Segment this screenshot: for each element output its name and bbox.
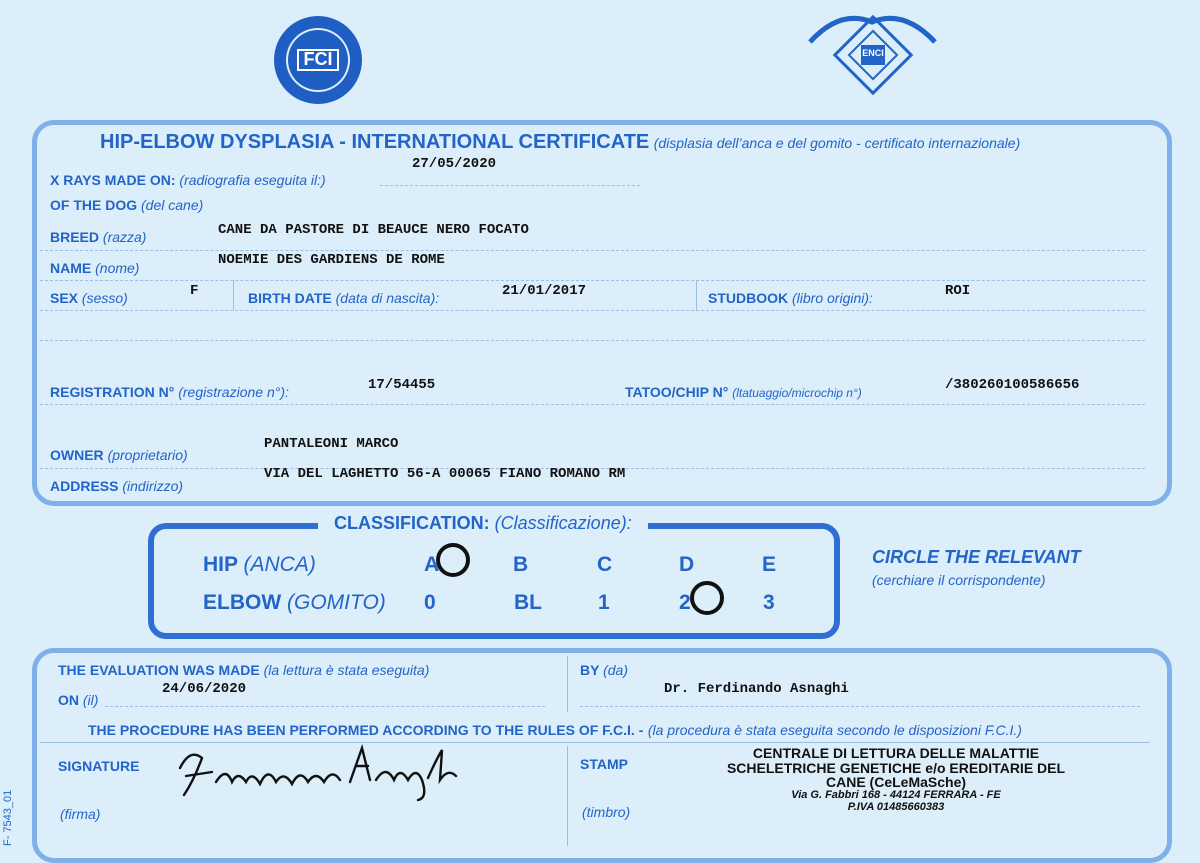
birth-date-value: 21/01/2017 <box>502 283 587 299</box>
hip-selected-circle <box>436 543 470 577</box>
of-the-dog-label <box>50 197 203 213</box>
elbow-selected-circle <box>690 581 724 615</box>
studbook-label <box>708 290 873 306</box>
fci-logo <box>272 14 364 106</box>
evaluation-made-label <box>58 662 429 678</box>
procedure-italian: (la procedura è stata eseguita secondo le disposizioni F.C.I.) <box>647 722 1022 738</box>
title-text: HIP-ELBOW DYSPLASIA - INTERNATIONAL CERTIFICATE <box>100 131 650 153</box>
circle-instruction <box>872 547 1081 588</box>
hip-grade-c[interactable]: C <box>597 553 613 576</box>
evaluation-date-line <box>105 706 545 707</box>
procedure-statement <box>88 722 1022 740</box>
studbook-value: ROI <box>945 283 971 299</box>
owner-value: PANTALEONI MARCO <box>264 436 399 452</box>
by-label-italian: (da) <box>603 662 628 678</box>
owner-label-italian: (proprietario) <box>107 447 188 463</box>
hip-grade-e[interactable]: E <box>762 553 777 576</box>
sex-divider <box>233 280 234 310</box>
chip-value: /380260100586656 <box>945 377 1080 393</box>
chip-label-text: TATOO/CHIP N° <box>625 384 729 400</box>
signature-italian: (firma) <box>60 806 101 822</box>
breed-line <box>40 250 1145 251</box>
blank-row-line <box>40 340 1145 341</box>
stamp-label: STAMP <box>580 756 628 772</box>
elbow-grade-1[interactable]: 1 <box>598 591 610 614</box>
certificate-title <box>100 131 1020 154</box>
name-label <box>50 260 139 276</box>
chip-label-italian: (ltatuaggio/microchip n°) <box>732 386 862 400</box>
registration-label <box>50 384 289 400</box>
hip-label-italian: (ANCA) <box>243 553 316 576</box>
xray-dotted-line <box>380 185 640 186</box>
made-label-italian: (la lettura è stata eseguita) <box>263 662 430 678</box>
dog-label-text: OF THE DOG <box>50 197 138 213</box>
breed-value: CANE DA PASTORE DI BEAUCE NERO FOCATO <box>218 222 529 238</box>
enci-logo-text: ENCI <box>862 48 884 58</box>
stamp-line-2: SCHELETRICHE GENETICHE e/o EREDITARIE DEL <box>726 759 1066 776</box>
name-line <box>40 280 1145 281</box>
reg-label-text: REGISTRATION N° <box>50 384 175 400</box>
made-label-text: THE EVALUATION WAS MADE <box>58 662 260 678</box>
registration-value: 17/54455 <box>368 377 436 393</box>
chip-label <box>625 384 862 400</box>
elbow-grade-0[interactable]: 0 <box>424 591 436 614</box>
owner-label <box>50 447 188 463</box>
xray-label-italian: (radiografia eseguita il:) <box>179 172 326 188</box>
by-label-text: BY <box>580 662 600 678</box>
hip-grade-d[interactable]: D <box>679 553 695 576</box>
elbow-row-label <box>203 591 386 615</box>
hip-label-text: HIP <box>203 553 238 576</box>
breed-label <box>50 229 146 245</box>
evaluation-on-label <box>58 692 98 708</box>
elbow-label-text: ELBOW <box>203 591 282 614</box>
studbook-label-italian: (libro origini): <box>792 290 873 306</box>
stamp-line-4: Via G. Fabbri 168 - 44124 FERRARA - FE <box>791 789 1001 802</box>
fci-logo-text: FCI <box>303 49 333 69</box>
classification-title <box>318 513 648 534</box>
birth-divider <box>696 280 697 310</box>
dog-label-italian: (del cane) <box>141 197 204 213</box>
on-label-text: ON <box>58 692 79 708</box>
evaluation-divider <box>567 656 568 712</box>
circle-instruction-italian: (cerchiare il corrispondente) <box>872 572 1046 588</box>
handwritten-signature <box>172 740 472 810</box>
breed-label-italian: (razza) <box>102 229 147 245</box>
hip-grade-a[interactable]: A <box>424 553 440 576</box>
title-italian: (displasia dell’anca e del gomito - certificato internazionale) <box>653 135 1021 151</box>
address-value: VIA DEL LAGHETTO 56-A 00065 FIANO ROMANO RM <box>264 466 626 482</box>
circle-instruction-text: CIRCLE THE RELEVANT <box>872 547 1081 567</box>
classification-panel <box>148 523 840 639</box>
evaluator-value: Dr. Ferdinando Asnaghi <box>664 681 849 697</box>
sex-value: F <box>190 283 199 299</box>
studbook-label-text: STUDBOOK <box>708 290 789 306</box>
enci-logo <box>800 4 945 112</box>
stamp-line-3: CANE (CeLeMaSche) <box>825 774 967 791</box>
address-label <box>50 478 183 494</box>
official-stamp <box>716 746 1076 813</box>
reg-label-italian: (registrazione n°): <box>178 384 289 400</box>
address-label-italian: (indirizzo) <box>122 478 184 494</box>
sex-row-line <box>40 310 1145 311</box>
evaluator-line <box>580 706 1140 707</box>
birth-label-text: BIRTH DATE <box>248 290 332 306</box>
xray-date-value: 27/05/2020 <box>412 156 497 172</box>
classification-title-text: CLASSIFICATION: <box>334 513 490 533</box>
signature-stamp-divider <box>567 746 568 846</box>
birth-date-label <box>248 290 439 306</box>
elbow-grade-bl[interactable]: BL <box>514 591 542 614</box>
breed-label-text: BREED <box>50 229 100 245</box>
stamp-line-5: P.IVA 01485660383 <box>847 800 945 813</box>
address-label-text: ADDRESS <box>50 478 119 494</box>
sex-label <box>50 290 128 306</box>
owner-label-text: OWNER <box>50 447 104 463</box>
form-code: F- 7543_01 <box>2 789 14 846</box>
evaluation-date-value: 24/06/2020 <box>162 681 247 697</box>
elbow-grade-2[interactable]: 2 <box>679 591 691 614</box>
name-label-italian: (nome) <box>95 260 140 276</box>
procedure-text: THE PROCEDURE HAS BEEN PERFORMED ACCORDING TO THE RULES OF F.C.I. - <box>88 722 644 738</box>
hip-row-label <box>203 553 316 577</box>
stamp-italian: (timbro) <box>582 804 631 820</box>
on-label-italian: (il) <box>82 692 99 708</box>
by-label <box>580 662 628 678</box>
elbow-grade-3[interactable]: 3 <box>763 591 775 614</box>
elbow-label-italian: (GOMITO) <box>287 591 386 614</box>
sex-label-text: SEX <box>50 290 79 306</box>
stamp-line-1: CENTRALE DI LETTURA DELLE MALATTIE <box>752 745 1040 761</box>
classification-title-italian: (Classificazione): <box>494 513 632 533</box>
hip-grade-b[interactable]: B <box>513 553 529 576</box>
xray-label-text: X RAYS MADE ON: <box>50 172 176 188</box>
sex-label-italian: (sesso) <box>81 290 128 306</box>
xray-label <box>50 172 326 188</box>
signature-label: SIGNATURE <box>58 758 140 774</box>
birth-label-italian: (data di nascita): <box>335 290 440 306</box>
registration-line <box>40 404 1145 405</box>
name-label-text: NAME <box>50 260 92 276</box>
dog-name-value: NOEMIE DES GARDIENS DE ROME <box>218 252 445 268</box>
